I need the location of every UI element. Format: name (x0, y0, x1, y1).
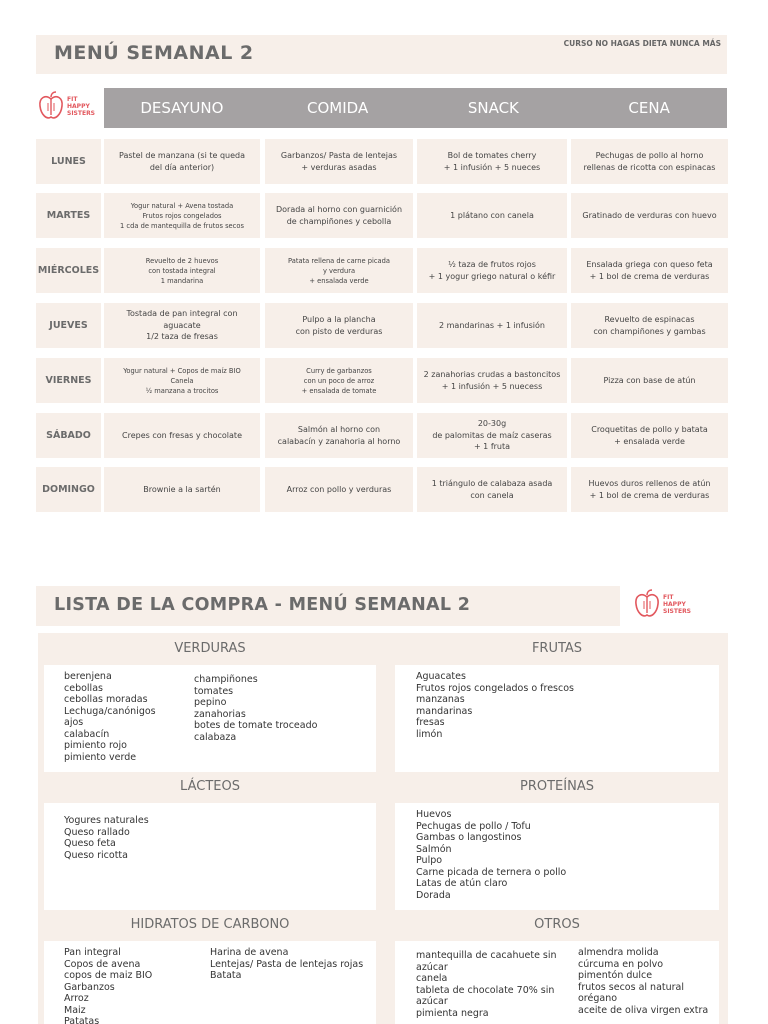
meal-text: Curry de garbanzos con un poco de arroz + ensalada de tomate (301, 366, 377, 395)
meal-text: Gratinado de verduras con huevo (582, 210, 717, 220)
meal-text: Crepes con fresas y chocolate (122, 430, 242, 440)
meal-text: Yogur natural + Copos de maíz BIO Canela ½ manzana a trocitos (123, 366, 241, 395)
proteinas-list (416, 809, 566, 901)
list-item: Garbanzos (64, 981, 115, 993)
meal-cell (104, 303, 260, 348)
column-snack: SNACK (467, 99, 519, 117)
list-item: tableta de chocolate 70% sin (416, 984, 555, 996)
meal-text: Yogur natural + Avena tostada Frutos rojos congelados 1 cda de mantequilla de frutos secos (120, 201, 244, 230)
shopping-title: LISTA DE LA COMPRA - MENÚ SEMANAL 2 (54, 595, 471, 615)
list-item: Latas de atún claro (416, 878, 508, 889)
meal-text: Arroz con pollo y verduras (286, 484, 392, 494)
meal-cell (265, 467, 413, 512)
list-item: Carne picada de ternera o pollo (416, 866, 567, 878)
shopping-header (36, 586, 620, 626)
meal-cell (417, 139, 567, 184)
logo-text: FIT HAPPY SISTERS (663, 593, 692, 615)
list-item: almendra molida (578, 947, 659, 958)
meal-cell (571, 413, 728, 458)
list-item: Lechuga/canónigos (64, 705, 156, 717)
meal-cell (417, 248, 567, 293)
meal-cell (571, 193, 728, 238)
meal-text: Garbanzos/ Pasta de lentejas + verduras asadas (280, 151, 398, 172)
list-item: cúrcuma en polvo (578, 958, 664, 970)
day-label: MIÉRCOLES (36, 248, 101, 293)
section-title-frutas: FRUTAS (531, 641, 583, 656)
meal-text: Revuelto de 2 huevos con tostada integral 1 mandarina (145, 256, 219, 285)
meal-cell (571, 358, 728, 403)
list-item: Yogures naturales (64, 815, 149, 826)
apple-icon (634, 589, 660, 619)
meal-cell (265, 413, 413, 458)
meal-cell (104, 358, 260, 403)
column-cena: CENA (628, 99, 670, 117)
logo-text: FIT HAPPY SISTERS (67, 95, 96, 117)
menu-title: MENÚ SEMANAL 2 (54, 42, 254, 64)
day-label: LUNES (36, 139, 101, 184)
list-item: Queso rallado (64, 826, 130, 838)
column-comida: COMIDA (307, 99, 369, 117)
list-item: Patatas (64, 1016, 100, 1024)
list-item: Dorada (416, 889, 451, 901)
meal-text: Brownie a la sartén (143, 484, 221, 494)
list-item: Frutos rojos congelados o frescos (416, 682, 574, 694)
apple-icon (38, 91, 64, 121)
meal-text: Pechugas de pollo al horno rellenas de ricotta con espinacas (583, 151, 716, 172)
meal-cell (571, 467, 728, 512)
list-item: azúcar (416, 996, 448, 1007)
meal-cell (417, 413, 567, 458)
meal-cell (265, 303, 413, 348)
list-item: calabaza (194, 731, 237, 743)
meal-text: Pulpo a la plancha con pisto de verduras (295, 315, 383, 336)
section-title-lacteos: LÁCTEOS (180, 779, 240, 794)
hidratos-list-1 (64, 947, 152, 1024)
meal-cell (104, 248, 260, 293)
meal-cell (265, 193, 413, 238)
list-item: copos de maiz BIO (64, 970, 153, 981)
hidratos-list-2 (210, 947, 363, 982)
list-item: zanahorias (194, 708, 246, 720)
list-item: pimienta negra (416, 1007, 489, 1019)
meal-text: 1 plátano con canela (450, 210, 534, 220)
list-item: cebollas (64, 682, 103, 694)
meal-text: Tostada de pan integral con aguacate 1/2 taza de fresas (126, 309, 238, 342)
list-item: Pan integral (64, 947, 121, 958)
list-item: ajos (64, 717, 84, 728)
list-item: limón (416, 728, 443, 740)
list-item: canela (416, 973, 448, 984)
list-item: Aguacates (416, 671, 466, 682)
list-item: pepino (194, 697, 227, 708)
meal-text: ½ taza de frutos rojos + 1 yogur griego natural o kéfir (428, 260, 556, 281)
course-label: CURSO NO HAGAS DIETA NUNCA MÁS (563, 39, 721, 48)
list-item: frutos secos al natural (578, 981, 685, 993)
section-title-hidratos: HIDRATOS DE CARBONO (130, 917, 290, 932)
brand-logo (38, 91, 95, 121)
meal-cell (265, 248, 413, 293)
list-item: azúcar (416, 961, 448, 973)
day-label: DOMINGO (36, 467, 101, 512)
list-item: champiñones (194, 674, 258, 685)
list-item: Queso ricotta (64, 849, 128, 861)
meal-cell (571, 139, 728, 184)
verduras-list-1 (64, 671, 156, 763)
list-item: Queso feta (64, 838, 116, 849)
meal-cell (417, 303, 567, 348)
meal-text: Ensalada griega con queso feta + 1 bol de crema de verduras (586, 260, 713, 281)
meal-cell (571, 303, 728, 348)
meal-text: Bol de tomates cherry + 1 infusión + 5 nueces (443, 151, 541, 172)
list-item: Harina de avena (210, 947, 289, 958)
column-desayuno: DESAYUNO (140, 99, 224, 117)
meal-cell (417, 193, 567, 238)
otros-list-1 (416, 950, 557, 1019)
list-item: Lentejas/ Pasta de lentejas rojas (210, 958, 364, 970)
list-item: botes de tomate troceado (194, 720, 318, 731)
list-item: mandarinas (416, 705, 473, 717)
list-item: pimiento rojo (64, 740, 127, 751)
list-item: Batata (210, 970, 242, 981)
meal-text: Patata rellena de carne picada y verdura + ensalada verde (288, 256, 390, 285)
lacteos-list (64, 815, 149, 861)
list-item: pimentón dulce (578, 970, 653, 981)
list-item: mantequilla de cacahuete sin (416, 950, 557, 961)
list-item: Gambas o langostinos (416, 832, 522, 843)
list-item: cebollas moradas (64, 694, 148, 705)
list-item: Pechugas de pollo / Tofu (416, 820, 531, 832)
list-item: fresas (416, 717, 445, 728)
meal-text: Salmón al horno con calabacín y zanahoria al horno (277, 425, 401, 446)
meal-cell (104, 193, 260, 238)
day-label: MARTES (36, 193, 101, 238)
list-item: orégano (578, 993, 618, 1004)
meal-column-headers (104, 88, 727, 128)
day-label: SÁBADO (36, 413, 101, 458)
section-title-proteinas: PROTEÍNAS (520, 779, 594, 794)
otros-list-2 (578, 947, 708, 1016)
list-item: Pulpo (416, 855, 443, 866)
list-item: calabacín (64, 728, 110, 740)
list-item: tomates (194, 685, 234, 697)
meal-text: Croquetitas de pollo y batata + ensalada verde (591, 425, 708, 446)
day-label: JUEVES (36, 303, 101, 348)
meal-cell (571, 248, 728, 293)
meal-text: 1 triángulo de calabaza asada con canela (431, 479, 553, 500)
brand-logo-2 (634, 589, 691, 619)
meal-cell (417, 358, 567, 403)
list-item: aceite de oliva virgen extra (578, 1004, 709, 1016)
meal-text: 20-30g de palomitas de maíz caseras + 1 fruta (432, 419, 552, 452)
meal-text: Pizza con base de atún (603, 375, 696, 385)
list-item: berenjena (64, 671, 112, 682)
meal-text: 2 zanahorias crudas a bastoncitos + 1 infusión + 5 nuecess (423, 370, 561, 391)
meal-cell (104, 139, 260, 184)
meal-cell (104, 413, 260, 458)
list-item: pimiento verde (64, 751, 137, 763)
meal-text: Huevos duros rellenos de atún + 1 bol de crema de verduras (588, 479, 711, 500)
verduras-list-2 (194, 674, 317, 743)
list-item: Arroz (64, 993, 89, 1004)
frutas-list (416, 671, 574, 740)
menu-header (36, 35, 727, 74)
meal-text: 2 mandarinas + 1 infusión (439, 320, 545, 330)
meal-text: Pastel de manzana (si te queda del día anterior) (119, 151, 245, 172)
section-title-otros: OTROS (534, 917, 580, 932)
meal-text: Revuelto de espinacas con champiñones y gambas (593, 315, 706, 336)
meal-cell (104, 467, 260, 512)
list-item: manzanas (416, 694, 465, 705)
meal-cell (265, 358, 413, 403)
list-item: Huevos (416, 809, 452, 820)
day-label: VIERNES (36, 358, 101, 403)
meal-text: Dorada al horno con guarnición de champiñones y cebolla (275, 205, 403, 226)
section-title-verduras: VERDURAS (174, 641, 246, 656)
meal-cell (265, 139, 413, 184)
list-item: Maiz (64, 1004, 86, 1016)
list-item: Copos de avena (64, 958, 141, 970)
list-item: Salmón (416, 843, 452, 855)
meal-cell (417, 467, 567, 512)
